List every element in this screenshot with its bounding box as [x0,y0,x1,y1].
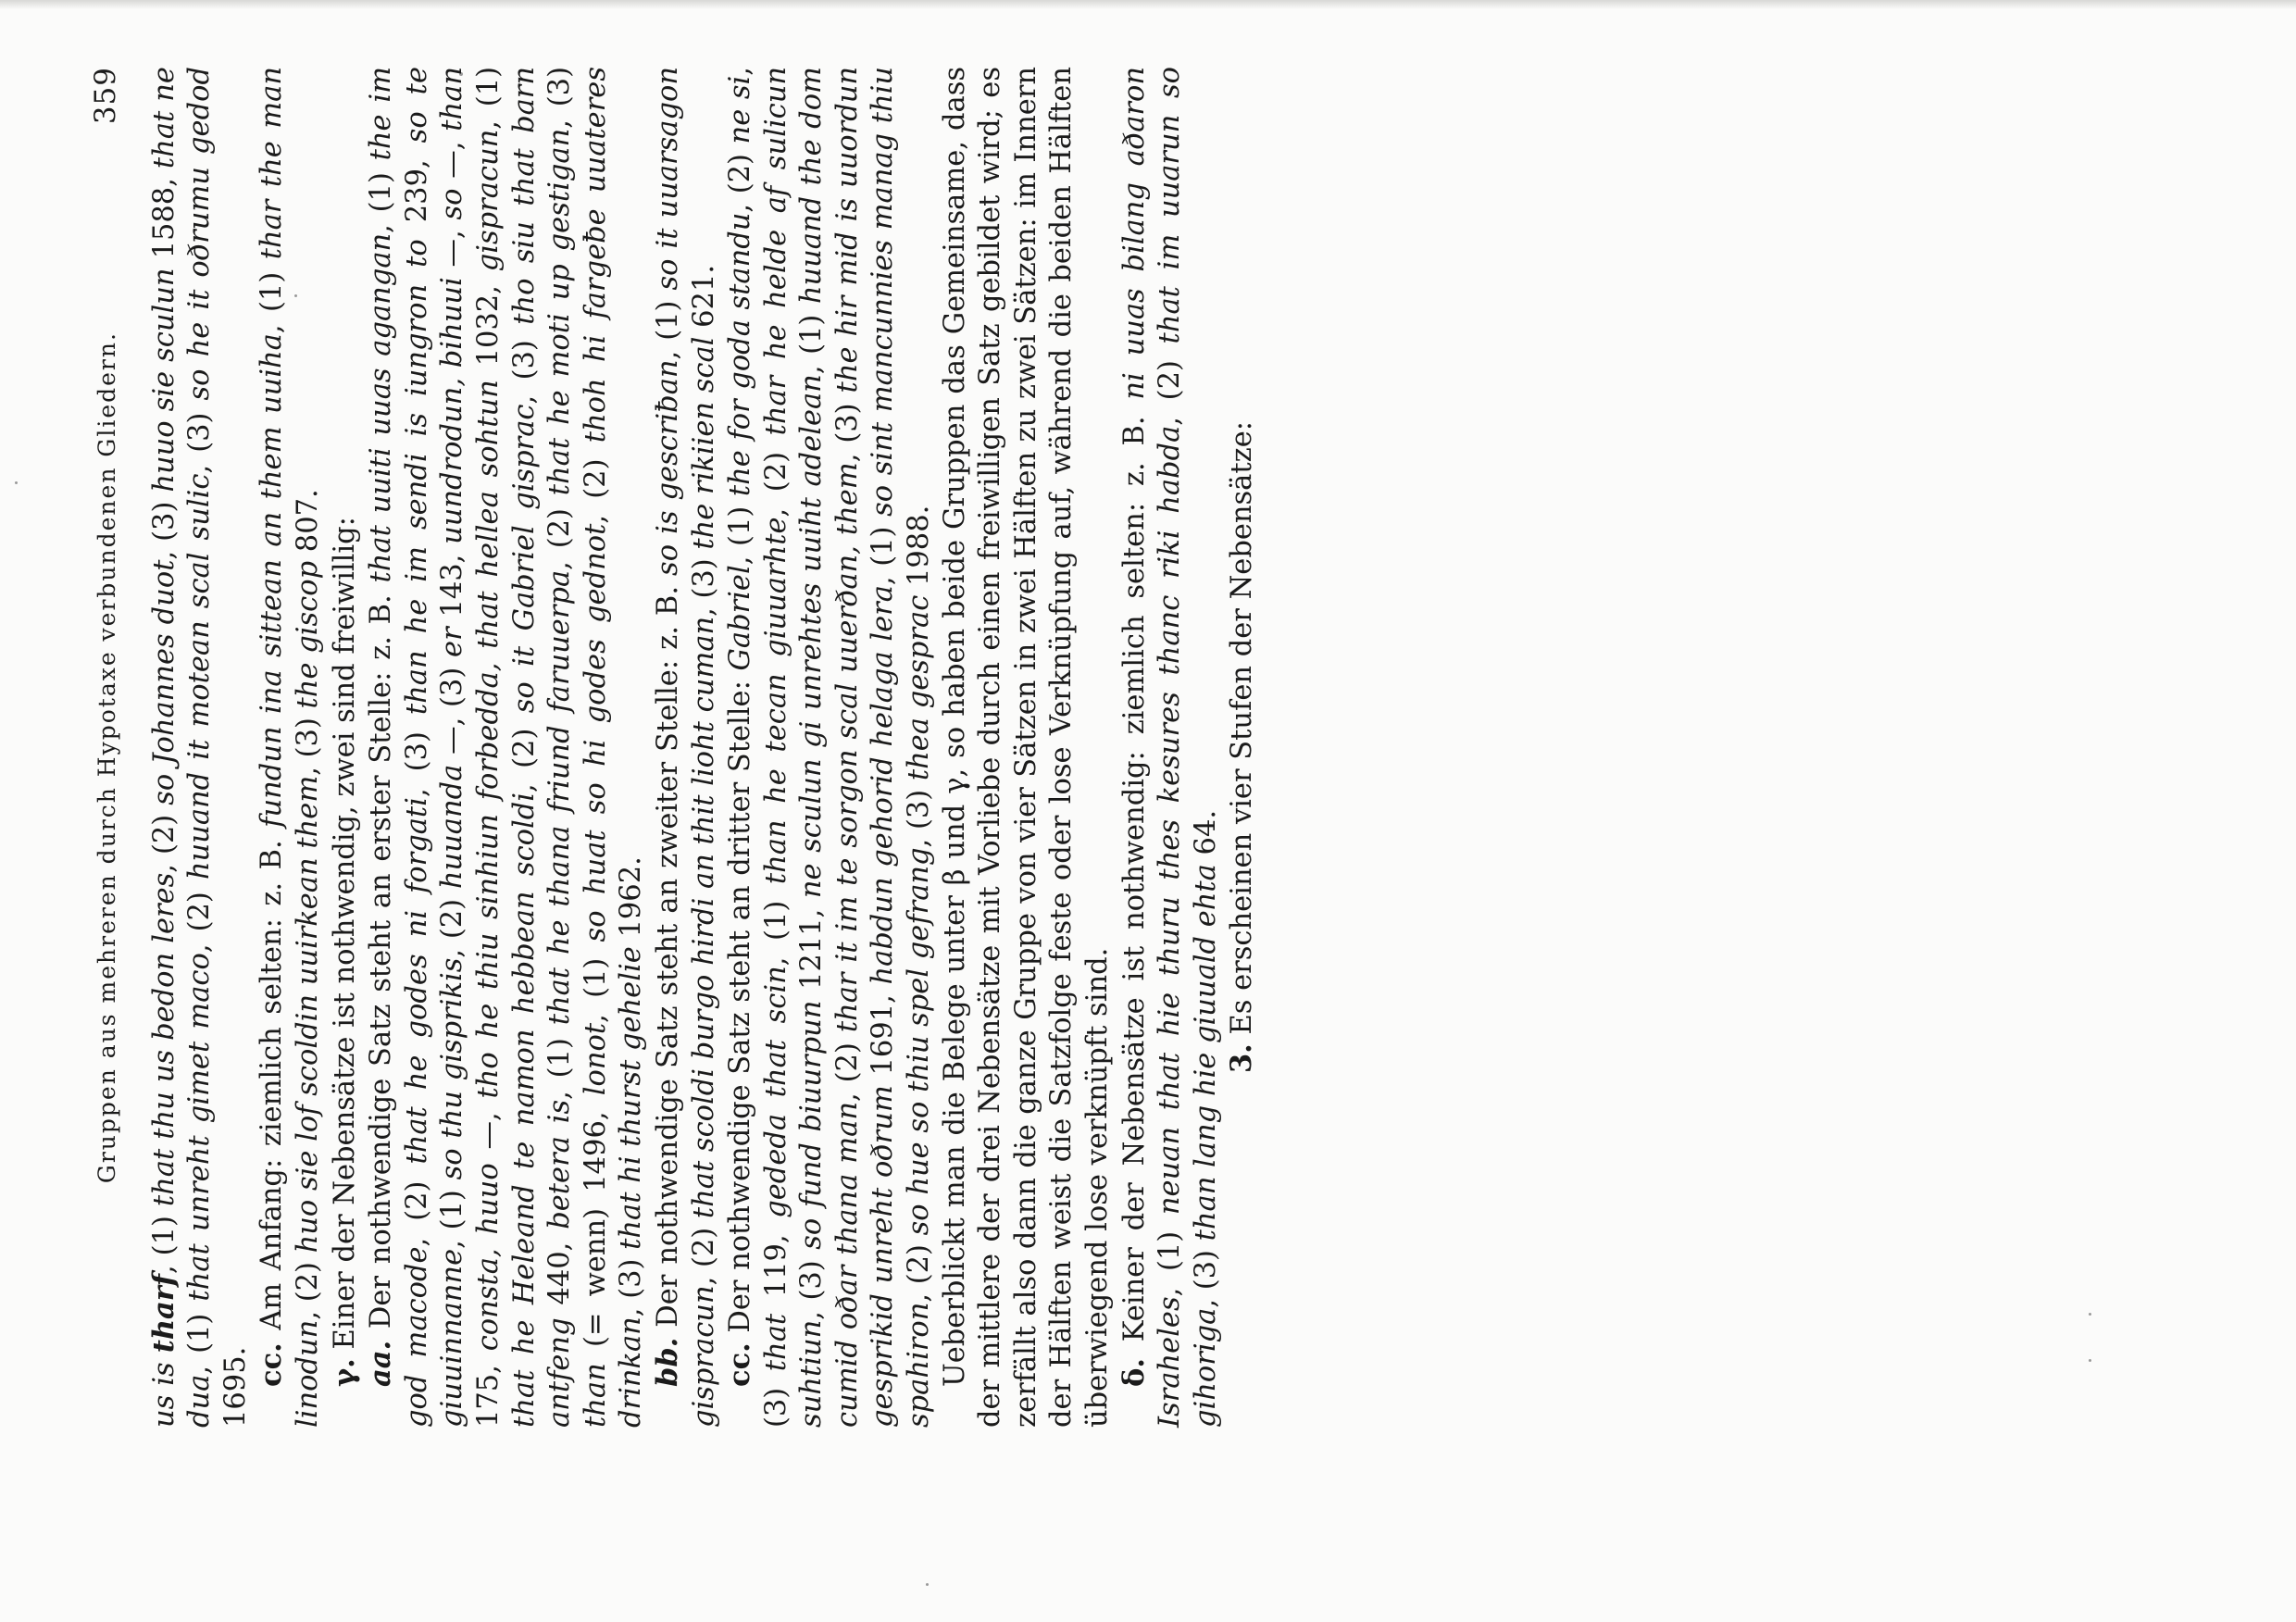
text-run: the for goda standu [724,212,757,497]
text-run: the hir mid is uuordun gesprikid unreht oðrum [830,66,900,1428]
section-heading-3 [1224,67,1261,1428]
text-run: 175, [471,1351,505,1428]
text-run: Keiner der Nebensätze ist nothwendig: ziemlich selten: z. B. [1117,399,1151,1359]
text-run: huuanda [436,764,469,890]
text-run: so it Gabriel gisprac [507,404,541,714]
text-run: Einer der Nebensätze ist nothwendig, zwei sind freiwillig: [328,517,361,1359]
text-run: , (1) [147,1206,181,1275]
section-marker: bb. [650,1337,684,1387]
text-run: thoh hi fargeƀe uuateres drinkan [579,67,648,1428]
section-marker: cc. [255,1342,289,1387]
section-marker: cc. [723,1342,757,1387]
text-run: betera is [543,1099,577,1229]
text-run: , (3) [830,393,864,463]
paragraph-summary: Ueberblickt man die Belege unter β und γ, so haben beide Gruppen das Gemeinsame, dass der mittlere der drei Nebensätze mit Vorliebe durch einen freiwilligen Satz gebildet wird; es zerfällt also dann die ganze Gruppe von vier Sätzen in zwei Hälften zu zwei Sätzen: im Innern der Hälften weist die Satzfolge feste oder lose Verknüpfung auf, während die beiden Hälften überwiegend lose verknüpft sind. [938,67,1115,1428]
text-run: 64. [1189,809,1222,865]
text-run: so sint mancunnies manag thiu spahiron [867,67,936,1428]
text-run: , (2) [543,495,577,570]
text-run: ni uuas bilang aðaron Israheles [1117,67,1187,1428]
paragraph-cc-dritter [722,67,938,1428]
text-run: that uuiti uuas agangan [365,232,398,583]
text-run: thar it im te sorgon scal uuerðan, them [830,462,864,1033]
text-run: , (3) [147,492,181,560]
text-run: that hi thurst gehelie [615,946,648,1250]
text-run: so thu gisprikis [436,957,469,1180]
text-run: thar the man linodun [256,66,324,1428]
paragraph-continuation [146,67,255,1428]
text-run: so te giuuinnanne [400,67,469,1428]
text-run: huuand the dom cumid oðar thana man [795,67,864,1428]
text-run [401,268,433,284]
text-run: that he Heleand te namon hebbean scoldi [507,792,541,1428]
text-run: —, (3) [436,656,469,765]
text-run: 1032, [471,271,505,381]
section-marker: γ. [327,1358,361,1387]
text-run: Gabriel [724,565,757,671]
paragraph-gamma [327,67,364,1428]
text-run: —, [436,219,469,278]
text-run: Am Anfang: ziemlich selten: z. B. [256,827,289,1343]
text-run: , (2) [687,1218,720,1286]
text-run: uundrodun, bihuui [436,277,469,544]
text-run: , (1) [471,67,505,130]
running-title: Gruppen aus mehreren durch Hypotaxe verbundenen Gliedern. [94,331,120,1184]
text-run: , (1) [579,942,612,1023]
text-run: the rikiien scal [687,336,720,550]
text-run: thar he helde af sulicun suhtiun [759,67,829,1428]
text-run: 1588, [147,168,181,268]
text-run: (= wenn) 1496, [579,1095,612,1364]
text-run: , (2) [436,889,469,958]
text-run: so it uuarsagon gispracun [651,67,720,1428]
text-run: , (1) [256,259,289,334]
section-marker: δ. [1117,1358,1151,1387]
text-run: Der nothwendige Satz steht an dritter Stelle: [724,670,757,1343]
text-run: Es erscheinen vier Stufen der Nebensätze: [1226,420,1259,1044]
text-run: ne sculun gi unrehtes uuiht adelean [795,374,829,899]
text-run: that [759,1313,792,1372]
text-run: —, [471,1098,505,1164]
text-run: so hue so thiu spel gefrang [903,847,936,1236]
text-run: so is gescriƀan [651,359,684,576]
text-run: than he im sendi is iungron [400,283,433,716]
text-run: , (3) [795,1249,829,1320]
text-run: that ne dua [147,67,217,1428]
text-run: , (1) [436,1179,469,1249]
text-run: so he it oðrumu gedod [183,67,217,401]
text-run: , (2) [183,880,217,954]
text-run: than [579,1363,612,1428]
text-run: , (1) [1154,1215,1187,1297]
text-run: , (2) [291,1253,324,1320]
page-body [88,67,1261,1428]
text-run: lonot [579,1022,612,1096]
text-run: , (3) [903,780,936,848]
paragraph-delta [1117,67,1225,1428]
text-run: tho siu that barn antfeng [507,66,577,1428]
text-run: 119, [759,1217,792,1314]
running-head [88,67,126,1428]
section-marker: aa. [364,1340,398,1387]
text-run: , (3) [1189,1241,1222,1308]
text-run: , (3) [291,708,324,776]
text-run: , (3) [724,67,792,1428]
text-run: us is [147,1353,181,1428]
text-run: the giscop [291,560,324,709]
text-run: , (3) [687,549,720,617]
text-run: , (2) [507,713,541,792]
text-run: 143, [436,543,469,628]
text-run: , (2) [400,1164,433,1247]
text-run: so Johannes duot [147,559,181,805]
text-run: fundun ina sittean an them uuiha [256,333,289,828]
page-number: 359 [89,67,122,125]
text-run: , (3) [543,67,577,129]
text-run: gededa that scin [759,966,792,1218]
text-run: , (1) [365,160,398,233]
text-run: ne si [724,75,757,144]
text-run: , (1) [867,516,900,586]
text-run: thea gesprac [903,594,936,781]
text-run: consta, huuo [471,1163,505,1352]
text-run: , (2) [759,435,792,518]
text-run: than lang hie giuuald ehta [1189,864,1222,1241]
text-run: Der nothwendige Satz steht an zweiter Stelle: z. B. [651,575,684,1338]
text-run: , (2) [1154,343,1187,426]
text-run: , (1) [183,1301,217,1375]
text-run: 239, [400,143,433,240]
text-run: 807. [291,489,324,561]
text-run: , (2) [903,1235,936,1303]
text-run: huuo sie sculun [147,268,181,493]
text-run: the im god macode [365,67,433,1428]
text-run: neuan that hie thuru thes kesures thanc riki habda [1154,425,1187,1216]
text-run: huo sie lof scoldin uuirkean them [291,775,324,1254]
paragraph-cc-anfang [254,67,326,1428]
text-run: habdun gehorid helaga lera [867,585,900,985]
text-run: , (3) [183,400,217,474]
text-run: , (2) [830,1032,864,1103]
text-run: 1211, [795,898,829,1001]
text-run: , (3) [507,324,541,405]
text-run: , (2) [147,805,181,873]
text-run: , (1) [795,304,829,375]
text-run: , (2) [579,443,612,524]
text-run: , (3) [400,715,433,798]
text-run: Der nothwendige Satz steht an erster Stelle: z. B. [365,582,398,1341]
text-run: er [436,627,469,657]
text-run: that he thana friund faruuerpa [543,569,577,1026]
text-run: 1988. [903,505,936,595]
text-run: that scoldi burgo hirdi an thit lioht cuman [687,616,720,1219]
text-run: 1962. [615,856,648,947]
text-run: 440, [543,1229,577,1318]
text-run: tho he thiu sinhiun forbedda, that hellea sohtun [471,380,505,1099]
text-run: to [400,239,433,268]
section-marker: 3. [1225,1043,1259,1074]
text-run: , (3) [615,1249,648,1317]
text-run: that im uuarun so gihoriga [1154,67,1222,1428]
text-run: huuand it motean scal sulic [183,473,217,880]
text-run: so [436,188,469,220]
text-run: , (1) [724,496,757,566]
text-run: that he moti up gestigan [543,128,577,496]
text-run: —, [436,131,469,189]
paragraph-bb [650,67,722,1428]
text-run: , (1) [651,290,684,360]
text-run: 621. [687,264,720,337]
text-run: 1691, [867,984,900,1086]
paragraph-aa [363,67,650,1428]
text-run: that he godes ni forgati [400,797,433,1165]
text-run: so fund biuurpun [795,1000,829,1250]
text-run: than [436,67,469,131]
text-run: that thu us bedon leres [147,872,181,1207]
text-run: tharf [146,1274,181,1354]
text-run: , (2) [724,143,757,213]
text-run: , (1) [543,1025,577,1100]
text-run: gispracun [471,129,505,272]
text-run: 1695. [218,1346,252,1428]
text-run: so huat so hi godes gednot [579,523,612,942]
text-run: than he tecan giuuarhte [759,517,792,885]
text-run: , (1) [759,884,792,967]
text-run: that unreht gimet maco [183,953,217,1302]
